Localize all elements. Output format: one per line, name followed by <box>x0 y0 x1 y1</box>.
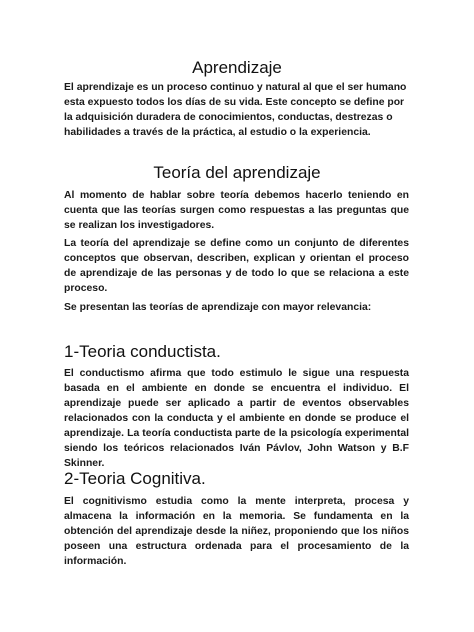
document-title: Aprendizaje <box>192 58 282 77</box>
intro-paragraph: El aprendizaje es un proceso continuo y natural al que el ser humano esta expuesto todos los días de su vida. Este concepto se define por la adquisición duradera de conocimientos, conductas, destrezas o habilidades a través de la práctica, al estudio o la experiencia. <box>64 82 407 138</box>
section-heading-conductista: 1-Teoria conductista. <box>64 342 221 361</box>
theory-paragraph-3: Se presentan las teorías de aprendizaje con mayor relevancia: <box>64 302 372 313</box>
conductista-paragraph: El conductismo afirma que todo estimulo le sigue una respuesta basada en el ambiente en donde se encuentra el individuo. El aprendizaje puede ser aplicado a partir de eventos observables relacionados con la conducta y el ambiente en donde se produce el aprendizaje. La teoría conductista parte de la psicología experimental siendo los teóricos relacionados Iván Pávlov, John Watson y B.F Skinner. <box>64 368 409 469</box>
section-heading-theory: Teoría del aprendizaje <box>153 163 321 182</box>
cognitiva-paragraph: El cognitivismo estudia como la mente interpreta, procesa y almacena la información en la memoria. Se fundamenta en la obtención del aprendizaje desde la niñez, proponiendo que los niños poseen una estructura ordenada para el procesamiento de la información. <box>64 496 409 567</box>
theory-paragraph-1: Al momento de hablar sobre teoría debemos hacerlo teniendo en cuenta que las teorías surgen como respuestas a las preguntas que se realizan los investigadores. <box>64 190 409 231</box>
section-heading-cognitiva: 2-Teoria Cognitiva. <box>64 469 206 488</box>
theory-paragraph-2: La teoría del aprendizaje se define como un conjunto de diferentes conceptos que observan, describen, explican y orientan el proceso de aprendizaje de las personas y de todo lo que se relaciona a este proceso. <box>64 238 409 294</box>
